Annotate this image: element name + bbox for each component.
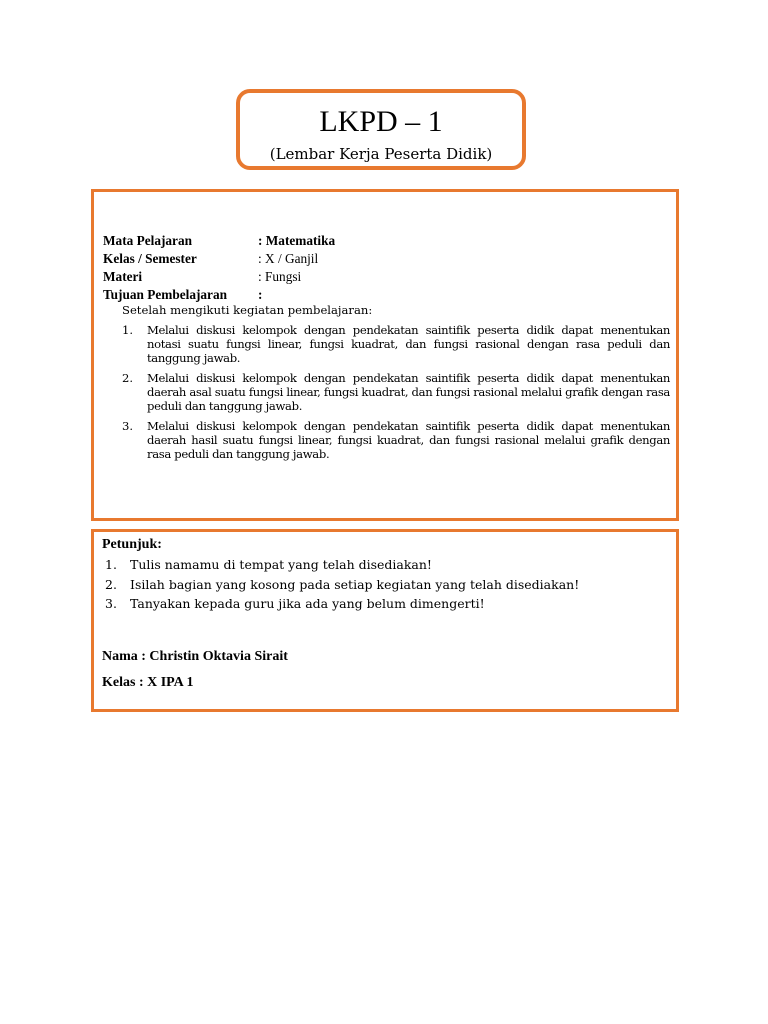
goal-text: Melalui diskusi kelompok dengan pendekatan saintifik peserta didik dapat menentukan daerah hasil suatu fungsi linear, fungsi kuadrat, dan fungsi rasional melalui grafik dengan rasa peduli dan tanggung jawab.: [147, 419, 670, 461]
goal-number: 1.: [122, 323, 134, 337]
goal-item: [122, 419, 670, 461]
goal-item: [122, 371, 670, 413]
class-semester-value: : X / Ganjil: [258, 251, 319, 266]
info-box: [91, 189, 679, 521]
goal-value: :: [258, 287, 263, 302]
instruction-item: [105, 594, 579, 614]
info-row-class: [103, 250, 335, 268]
info-row-subject: [103, 232, 335, 250]
document-subtitle: (Lembar Kerja Peserta Didik): [269, 145, 493, 163]
instruction-number: 3.: [105, 596, 117, 611]
material-label: Materi: [103, 269, 143, 284]
instruction-number: 1.: [105, 557, 117, 572]
goal-label: Tujuan Pembelajaran: [103, 287, 227, 302]
instruction-number: 2.: [105, 576, 117, 592]
goal-number: 3.: [122, 419, 134, 433]
instructions-title: Petunjuk:: [102, 537, 162, 552]
goal-text: Melalui diskusi kelompok dengan pendekatan saintifik peserta didik dapat menentukan notasi suatu fungsi linear, fungsi kuadrat, dan fungsi rasional dengan rasa peduli dan tanggung jawab.: [147, 323, 670, 365]
instructions-list: [105, 555, 579, 614]
goal-text: Melalui diskusi kelompok dengan pendekatan saintifik peserta didik dapat menentukan daerah asal suatu fungsi linear, fungsi kuadrat, dan fungsi rasional melalui grafik dengan rasa peduli dan tanggung jawab.: [147, 371, 670, 413]
instructions-box: [91, 529, 679, 712]
info-table: [103, 232, 335, 304]
instruction-text: Tulis namamu di tempat yang telah disediakan!: [130, 557, 432, 572]
goal-number: 2.: [122, 371, 134, 385]
goals-intro: Setelah mengikuti kegiatan pembelajaran:: [122, 303, 373, 317]
title-box: [236, 89, 526, 170]
instruction-text: Tanyakan kepada guru jika ada yang belum dimengerti!: [130, 596, 485, 611]
student-class: Kelas : X IPA 1: [102, 675, 194, 690]
instruction-item: [105, 555, 579, 575]
subject-label: Mata Pelajaran: [103, 233, 192, 248]
subject-value: : Matematika: [258, 233, 336, 248]
info-row-goal: [103, 286, 335, 304]
instruction-item: [105, 575, 579, 595]
goals-list: [122, 323, 670, 467]
instruction-text: Isilah bagian yang kosong pada setiap kegiatan yang telah disediakan!: [130, 576, 580, 592]
document-title: LKPD – 1: [319, 105, 443, 138]
class-semester-label: Kelas / Semester: [103, 251, 197, 266]
goal-item: [122, 323, 670, 365]
material-value: : Fungsi: [258, 269, 302, 284]
info-row-material: [103, 268, 335, 286]
student-name: Nama : Christin Oktavia Sirait: [102, 649, 288, 664]
